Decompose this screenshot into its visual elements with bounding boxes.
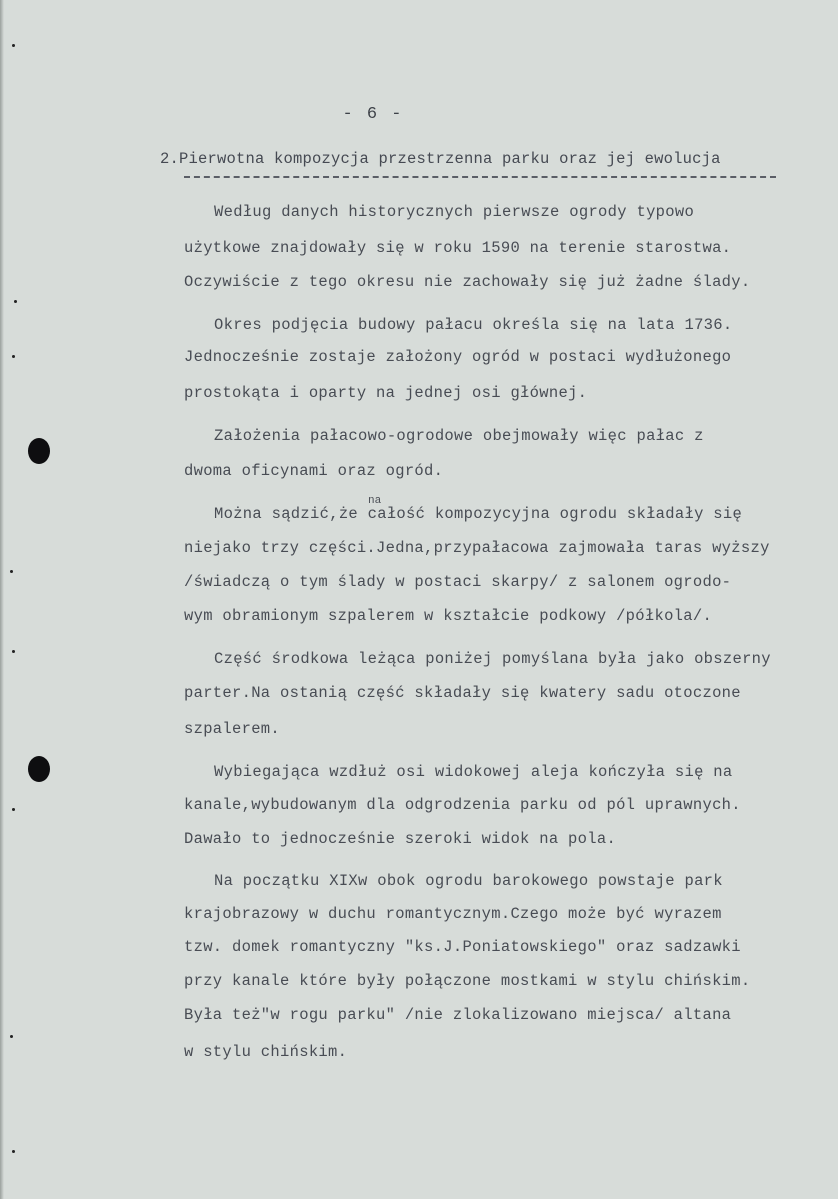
text-line: kanale,wybudowanym dla odgrodzenia parku od pól uprawnych. bbox=[184, 796, 741, 814]
page-number: - 6 - bbox=[342, 105, 404, 124]
text-line: Można sądzić,że całość kompozycyjna ogrodu składały się bbox=[214, 505, 743, 523]
text-line: /świadczą o tym ślady w postaci skarpy/ z salonem ogrodo- bbox=[184, 573, 732, 591]
text-line: Dawało to jednocześnie szeroki widok na pola. bbox=[184, 830, 617, 848]
punch-hole-bottom bbox=[28, 756, 50, 782]
text-line: Na początku XIXw obok ogrodu barokowego powstaje park bbox=[214, 872, 723, 890]
text-line: Oczywiście z tego okresu nie zachowały się już żadne ślady. bbox=[184, 273, 751, 291]
text-line: szpalerem. bbox=[184, 720, 281, 738]
text-line: prostokąta i oparty na jednej osi głównej. bbox=[184, 384, 588, 402]
text-line: Była też"w rogu parku" /nie zlokalizowano miejsca/ altana bbox=[184, 1006, 732, 1024]
text-line: parter.Na ostanią część składały się kwatery sadu otoczone bbox=[184, 684, 741, 702]
margin-speck bbox=[12, 808, 15, 811]
text-line: wym obramionym szpalerem w kształcie podkowy /półkola/. bbox=[184, 607, 713, 625]
superscript-insertion: na bbox=[368, 495, 382, 507]
text-line: przy kanale które były połączone mostkami w stylu chińskim. bbox=[184, 972, 751, 990]
margin-speck bbox=[12, 1150, 15, 1153]
margin-speck bbox=[12, 355, 15, 358]
margin-speck bbox=[14, 300, 17, 303]
margin-speck bbox=[10, 1035, 13, 1038]
text-line: niejako trzy części.Jedna,przypałacowa zajmowała taras wyższy bbox=[184, 539, 770, 557]
text-line: Część środkowa leżąca poniżej pomyślana była jako obszerny bbox=[214, 650, 771, 668]
text-line: Założenia pałacowo-ogrodowe obejmowały więc pałac z bbox=[214, 427, 704, 445]
margin-speck bbox=[12, 44, 15, 47]
margin-speck bbox=[10, 570, 13, 573]
text-line: dwoma oficynami oraz ogród. bbox=[184, 462, 444, 480]
margin-speck bbox=[12, 650, 15, 653]
text-line: Okres podjęcia budowy pałacu określa się na lata 1736. bbox=[214, 316, 733, 334]
text-line: użytkowe znajdowały się w roku 1590 na terenie starostwa. bbox=[184, 239, 732, 257]
punch-hole-top bbox=[28, 438, 50, 464]
text-line: Wybiegająca wzdłuż osi widokowej aleja kończyła się na bbox=[214, 763, 733, 781]
heading-underline bbox=[184, 176, 776, 178]
text-line: tzw. domek romantyczny "ks.J.Poniatowskiego" oraz sadzawki bbox=[184, 938, 741, 956]
text-line: Jednocześnie zostaje założony ogród w postaci wydłużonego bbox=[184, 348, 732, 366]
section-heading: 2.Pierwotna kompozycja przestrzenna parku oraz jej ewolucja bbox=[160, 150, 721, 168]
page-edge-shadow bbox=[0, 0, 4, 1199]
text-line: Według danych historycznych pierwsze ogrody typowo bbox=[214, 203, 695, 221]
text-line: w stylu chińskim. bbox=[184, 1043, 348, 1061]
text-line: krajobrazowy w duchu romantycznym.Czego może być wyrazem bbox=[184, 905, 722, 923]
